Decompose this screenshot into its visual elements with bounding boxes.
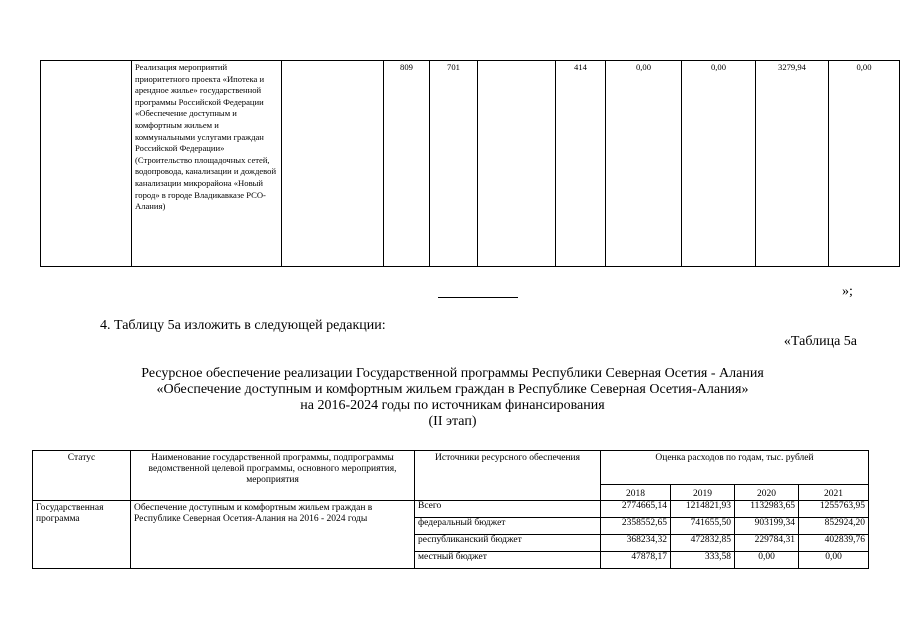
value-cell: 472832,85: [671, 535, 735, 552]
value-cell: 3279,94: [756, 61, 829, 267]
value-cell: 2774665,14: [601, 501, 671, 518]
grbs-cell: 809: [384, 61, 430, 267]
year-header: 2020: [735, 485, 799, 501]
footnote-separator: [438, 297, 518, 298]
title-line-1: Ресурсное обеспечение реализации Государственной программы Республики Северная Осетия - Алания: [141, 366, 764, 381]
value-cell: 368234,32: [601, 535, 671, 552]
empty-cell: [282, 61, 384, 267]
value-cell: 0,00: [606, 61, 682, 267]
sources-header: Источники ресурсного обеспечения: [415, 451, 601, 501]
measure-name-cell: Реализация мероприятий приоритетного проекта «Ипотека и арендное жилье» государственной программы Российской Федерации «Обеспечение доступным и комфортным жильем и коммунальными услугами граждан Российской Федерации» (Строительство площадочных сетей, водопровода, канализации и дождевой канализации микрорайона «Новый город» в городе Владикавказе РСО-Алания): [132, 61, 282, 267]
estimate-header: Оценка расходов по годам, тыс. рублей: [601, 451, 869, 485]
table-label: «Таблица 5а: [783, 334, 857, 349]
value-cell: 1132983,65: [735, 501, 799, 518]
value-cell: 741655,50: [671, 518, 735, 535]
value-cell: 0,00: [799, 552, 869, 569]
value-cell: 1214821,93: [671, 501, 735, 518]
value-cell: 333,58: [671, 552, 735, 569]
value-cell: 229784,31: [735, 535, 799, 552]
value-cell: 0,00: [829, 61, 900, 267]
title-line-4: (II этап): [428, 414, 477, 429]
value-cell: 0,00: [682, 61, 756, 267]
value-cell: 402839,76: [799, 535, 869, 552]
value-cell: 47878,17: [601, 552, 671, 569]
instruction-text: 4. Таблицу 5а изложить в следующей редакции:: [100, 318, 386, 333]
header-row: [33, 451, 869, 485]
source-cell: Всего: [415, 501, 601, 518]
status-cell: Государственная программа: [33, 501, 131, 569]
name-header: Наименование государственной программы, подпрограммы ведомственной целевой программы, основного мероприятия, мероприятия: [131, 451, 415, 501]
end-quote: »;: [842, 284, 853, 299]
source-cell: местный бюджет: [415, 552, 601, 569]
csr-cell: [478, 61, 556, 267]
source-cell: федеральный бюджет: [415, 518, 601, 535]
rzpr-cell: 701: [430, 61, 478, 267]
program-name-cell: Обеспечение доступным и комфортным жильем граждан в Республике Северная Осетия-Алания на 2016 - 2024 годы: [131, 501, 415, 569]
value-cell: 903199,34: [735, 518, 799, 535]
value-cell: 1255763,95: [799, 501, 869, 518]
value-cell: 0,00: [735, 552, 799, 569]
year-header: 2021: [799, 485, 869, 501]
top-table: [40, 60, 900, 267]
source-cell: республиканский бюджет: [415, 535, 601, 552]
status-header: Статус: [33, 451, 131, 501]
table-row: [33, 501, 869, 518]
year-header: 2019: [671, 485, 735, 501]
value-cell: 2358552,65: [601, 518, 671, 535]
title-line-3: на 2016-2024 годы по источникам финансирования: [300, 398, 605, 413]
vr-cell: 414: [556, 61, 606, 267]
resource-table: [32, 450, 869, 569]
empty-cell: [41, 61, 132, 267]
table-row: [41, 61, 900, 267]
value-cell: 852924,20: [799, 518, 869, 535]
year-header: 2018: [601, 485, 671, 501]
title-line-2: «Обеспечение доступным и комфортным жильем граждан в Республике Северная Осетия-Алания»: [156, 382, 749, 397]
